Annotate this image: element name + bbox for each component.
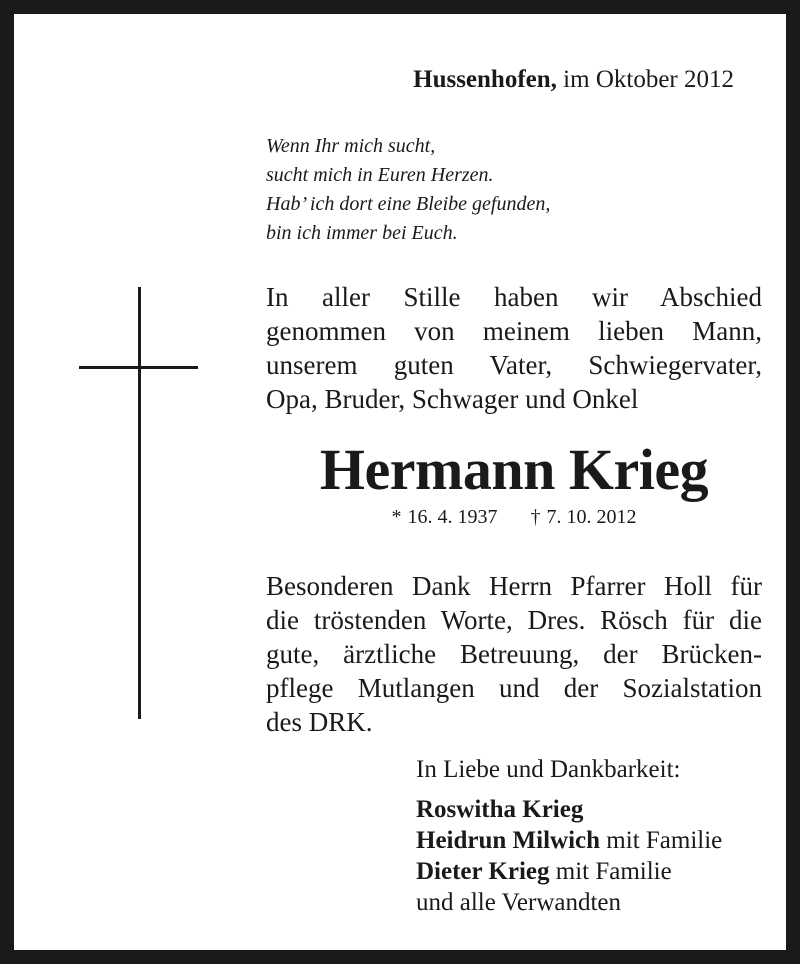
signatory	[416, 887, 621, 918]
poem-line: sucht mich in Euren Herzen.	[266, 164, 494, 186]
signatory-name: Roswitha Krieg	[416, 796, 584, 823]
signatory	[416, 794, 583, 825]
thanks-line: die tröstenden Worte, Dres. Rösch für die	[266, 605, 762, 635]
signatory-suffix: und alle Verwandten	[416, 889, 622, 916]
thanks-line: Besonderen Dank Herrn Pfarrer Holl für	[266, 571, 762, 601]
date-text: im Oktober 2012	[563, 66, 734, 93]
signatory-suffix: mit Familie	[549, 858, 672, 885]
died-symbol: †	[530, 506, 541, 528]
intro-line: In aller Stille haben wir Abschied	[266, 282, 762, 312]
poem-line: Hab’ ich dort eine Bleibe gefunden,	[266, 193, 551, 215]
place-name: Hussenhofen,	[413, 66, 557, 93]
signatory-name: Dieter Krieg	[416, 858, 550, 885]
intro-line: Opa, Bruder, Schwager und Onkel	[266, 384, 639, 414]
signatory-suffix: mit Familie	[600, 827, 723, 854]
poem-line: Wenn Ihr mich sucht,	[266, 135, 436, 157]
intro-line: unserem guten Vater, Schwiegervater,	[266, 350, 762, 380]
cross-icon-horizontal	[79, 366, 198, 369]
cross-icon-vertical	[138, 287, 141, 719]
signatory	[416, 825, 722, 856]
thanks-line: gute, ärztliche Betreuung, der Brücken-	[266, 639, 762, 669]
signature-heading: In Liebe und Dankbarkeit:	[416, 756, 681, 783]
poem-line: bin ich immer bei Euch.	[266, 222, 458, 244]
deceased-name: Hermann Krieg	[319, 437, 709, 502]
signatory-name: Heidrun Milwich	[416, 827, 601, 854]
born-symbol: *	[391, 506, 402, 528]
intro-line: genommen von meinem lieben Mann,	[266, 316, 762, 346]
signatory	[416, 856, 672, 887]
life-dates	[266, 506, 762, 529]
birth-date: 16. 4. 1937	[407, 506, 498, 528]
death-date: 7. 10. 2012	[546, 506, 637, 528]
thanks-line: pflege Mutlangen und der Sozialstation	[266, 673, 762, 703]
place-date-line	[413, 66, 734, 94]
thanks-line: des DRK.	[266, 707, 373, 737]
poem	[266, 132, 550, 248]
